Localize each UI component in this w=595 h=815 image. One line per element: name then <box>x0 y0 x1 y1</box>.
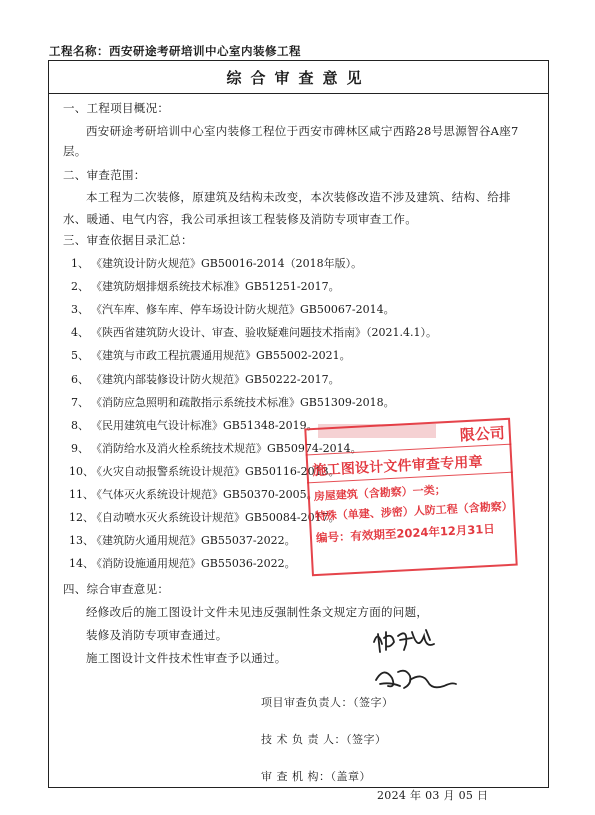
section-1-text-line-2: 层。 <box>63 144 87 158</box>
section-1-heading: 一、工程项目概况： <box>63 101 170 115</box>
reference-item <box>69 324 437 340</box>
stamp-cert-prefix: 编号： <box>315 529 351 546</box>
section-3-heading: 三、审查依据目录汇总： <box>63 233 193 247</box>
stamp-purpose: 施工图设计文件审查专用章 <box>312 454 484 480</box>
reference-number: 2、 <box>71 280 89 294</box>
reference-text: 《气体灭火系统设计规范》GB50370-2005。 <box>91 488 318 501</box>
reference-text: 《建筑防烟排烟系统技术标准》GB51251-2017。 <box>91 280 340 294</box>
reference-number: 4、 <box>71 326 89 340</box>
section-4-text-line-3: 施工图设计文件技术性审查予以通过。 <box>86 651 287 665</box>
section-4-text-line-2: 装修及消防专项审查通过。 <box>86 628 228 642</box>
reference-item <box>69 463 340 479</box>
reference-item <box>69 255 362 271</box>
reference-item <box>69 509 340 525</box>
reference-item <box>69 417 318 433</box>
section-2-text-line-2: 水、暖通、电气内容，我公司承担该工程装修及消防专项审查工作。 <box>63 212 417 226</box>
signature-tech-lead <box>370 662 460 696</box>
reference-text: 《建筑与市政工程抗震通用规范》GB55002-2021。 <box>91 349 351 363</box>
section-4-heading: 四、综合审查意见： <box>63 582 170 596</box>
reference-text: 《汽车库、修车库、停车场设计防火规范》GB50067-2014。 <box>91 303 395 317</box>
document-title: 综合审查意见 <box>226 68 371 87</box>
reference-text: 《民用建筑电气设计标准》GB51348-2019。 <box>91 418 318 432</box>
reference-item <box>69 301 395 317</box>
reference-item <box>69 371 340 387</box>
reference-text: 《建筑内部装修设计防火规范》GB50222-2017。 <box>91 372 340 386</box>
reference-number: 1、 <box>71 257 89 270</box>
frame-title-bar <box>49 61 548 94</box>
signature-project-reviewer <box>368 622 448 658</box>
reference-item <box>69 532 296 548</box>
reference-item <box>69 555 296 571</box>
reference-number: 7、 <box>71 395 89 409</box>
reference-text: 《建筑防火通用规范》GB55037-2022。 <box>91 534 296 548</box>
reference-text: 《自动喷水灭火系统设计规范》GB50084-2017。 <box>91 511 340 525</box>
reference-number: 10、 <box>69 464 94 478</box>
reference-text: 《消防应急照明和疏散指示系统技术标准》GB51309-2018。 <box>91 395 395 409</box>
reference-item <box>69 278 340 294</box>
reference-number: 13、 <box>69 534 94 548</box>
stamp-company-suffix: 限公司 <box>459 424 506 445</box>
reference-number: 11、 <box>69 488 94 501</box>
stamp-validity: 有效期至2024年12月31日 <box>350 521 496 544</box>
review-stamp <box>304 418 517 577</box>
project-name-line <box>49 43 301 59</box>
stamp-scope-line-2: 特殊（单建、涉密）人防工程（含勘察） <box>314 499 513 524</box>
review-date: 2024 年 03 月 05 日 <box>377 789 489 802</box>
tech-lead-label: 技 术 负 责 人：（签字） <box>261 733 387 746</box>
stamp-scope-line-1: 房屋建筑（含勘察）一类； <box>313 483 447 504</box>
section-4-text-line-1: 经修改后的施工图设计文件未见违反强制性条文规定方面的问题， <box>86 605 429 619</box>
section-2-text-line-1: 本工程为二次装修，原建筑及结构未改变，本次装修改造不涉及建筑、结构、给排 <box>86 190 511 204</box>
section-1-text-line-1: 西安研途考研培训中心室内装修工程位于西安市碑林区咸宁西路28号思源智谷A座7 <box>86 124 519 138</box>
reference-text: 《建筑设计防火规范》GB50016-2014（2018年版）。 <box>91 257 363 270</box>
project-reviewer-label: 项目审查负责人：（签字） <box>261 696 394 709</box>
reference-number: 3、 <box>71 303 89 317</box>
reference-number: 8、 <box>71 418 89 432</box>
project-name-label: 工程名称： <box>49 44 109 58</box>
reference-item <box>69 394 395 410</box>
reference-text: 《陕西省建筑防火设计、审查、验收疑难问题技术指南》（2021.4.1）。 <box>91 326 437 340</box>
reference-number: 14、 <box>69 557 94 571</box>
reference-number: 9、 <box>71 441 89 455</box>
reference-number: 12、 <box>69 511 94 525</box>
reference-text: 《火灾自动报警系统设计规范》GB50116-2013。 <box>91 464 340 478</box>
review-org-label: 审 查 机 构：（盖章） <box>261 770 371 783</box>
reference-text: 《消防设施通用规范》GB55036-2022。 <box>91 557 296 571</box>
reference-item <box>69 347 351 363</box>
project-name-value: 西安研途考研培训中心室内装修工程 <box>109 44 301 58</box>
reference-item <box>69 486 318 502</box>
reference-number: 6、 <box>71 372 89 386</box>
reference-number: 5、 <box>71 349 89 363</box>
reference-text: 《消防给水及消火栓系统技术规范》GB50974-2014。 <box>91 441 362 455</box>
section-2-heading: 二、审查范围： <box>63 168 146 182</box>
